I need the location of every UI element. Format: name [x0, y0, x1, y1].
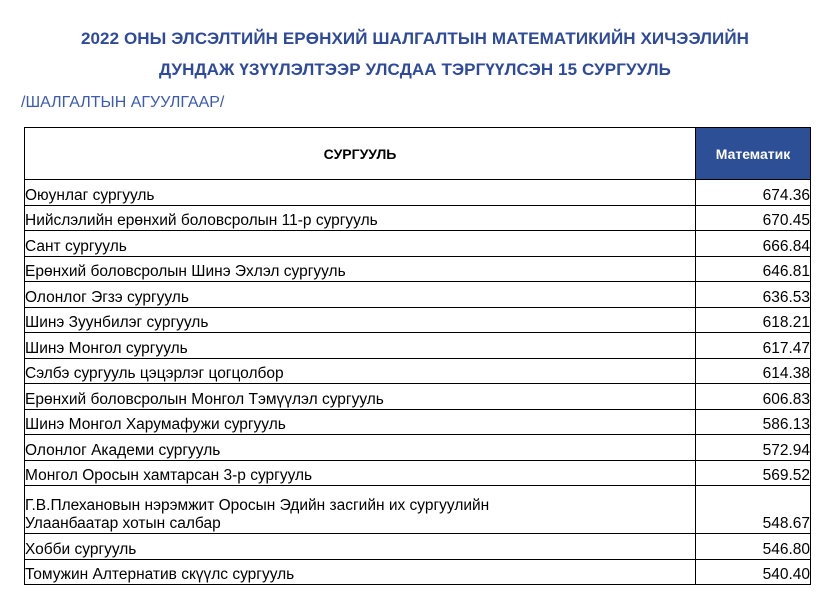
- table-row: [25, 333, 811, 359]
- math-score-cell: 586.13: [696, 409, 811, 435]
- table-row: [25, 205, 811, 231]
- math-score-cell: 666.84: [696, 231, 811, 257]
- school-name-cell: Ерөнхий боловсролын Шинэ Эхлэл сургууль: [25, 256, 696, 282]
- school-name-cell: Монгол Оросын хамтарсан 3-р сургууль: [25, 460, 696, 486]
- page-title-line-2: ДУНДАЖ ҮЗҮҮЛЭЛТЭЭР УЛСДАА ТЭРГҮҮЛСЭН 15 СУРГУУЛЬ: [158, 60, 672, 79]
- page-title-line-1: 2022 ОНЫ ЭЛСЭЛТИЙН ЕРӨНХИЙ ШАЛГАЛТЫН МАТЕМАТИКИЙН ХИЧЭЭЛИЙН: [80, 29, 750, 48]
- table-row: [25, 534, 811, 560]
- table-row: [25, 180, 811, 206]
- math-score-cell: 572.94: [696, 435, 811, 461]
- table-row: [25, 435, 811, 461]
- school-name-cell: Хобби сургууль: [25, 534, 696, 560]
- math-score-cell: 674.36: [696, 180, 811, 206]
- table-row: [25, 460, 811, 486]
- school-name-cell: Сэлбэ сургууль цэцэрлэг цогцолбор: [25, 358, 696, 384]
- math-score-cell: 670.45: [696, 205, 811, 231]
- math-score-cell: 540.40: [696, 559, 811, 585]
- table-row: [25, 559, 811, 585]
- school-name-cell: Оюунлаг сургууль: [25, 180, 696, 206]
- column-header-school: СУРГУУЛЬ: [25, 128, 696, 180]
- math-score-cell: 569.52: [696, 460, 811, 486]
- table-row: [25, 307, 811, 333]
- table-row: [25, 231, 811, 257]
- math-score-cell: 546.80: [696, 534, 811, 560]
- page-subtitle: /ШАЛГАЛТЫН АГУУЛГААР/: [21, 94, 225, 111]
- school-name-cell: Шинэ Монгол сургууль: [25, 333, 696, 359]
- table-row: [25, 282, 811, 308]
- school-name-cell: Томужин Алтернатив скүүлс сургууль: [25, 559, 696, 585]
- table-row: [25, 409, 811, 435]
- table-row: [25, 486, 811, 534]
- school-name-cell: [25, 486, 696, 534]
- math-score-cell: 548.67: [696, 486, 811, 534]
- school-name-cell: Олонлог Академи сургууль: [25, 435, 696, 461]
- school-name-cell: Шинэ Зуунбилэг сургууль: [25, 307, 696, 333]
- school-scores-table: [24, 127, 811, 585]
- school-name-cell: Сант сургууль: [25, 231, 696, 257]
- math-score-cell: 617.47: [696, 333, 811, 359]
- school-name-cell: Ерөнхий боловсролын Монгол Тэмүүлэл сургууль: [25, 384, 696, 410]
- school-name-line-2: Улаанбаатар хотын салбар: [25, 515, 221, 532]
- school-name-line-1: Г.В.Плехановын нэрэмжит Оросын Эдийн засгийн их сургуулийн: [25, 497, 490, 514]
- column-header-math: Математик: [696, 128, 811, 180]
- school-name-cell: Олонлог Эгзэ сургууль: [25, 282, 696, 308]
- table-row: [25, 384, 811, 410]
- math-score-cell: 646.81: [696, 256, 811, 282]
- math-score-cell: 606.83: [696, 384, 811, 410]
- math-score-cell: 636.53: [696, 282, 811, 308]
- math-score-cell: 614.38: [696, 358, 811, 384]
- table-header-row: [25, 128, 811, 180]
- table-row: [25, 256, 811, 282]
- school-name-cell: Шинэ Монгол Харумафужи сургууль: [25, 409, 696, 435]
- school-name-cell: Нийслэлийн ерөнхий боловсролын 11-р сургууль: [25, 205, 696, 231]
- math-score-cell: 618.21: [696, 307, 811, 333]
- table-row: [25, 358, 811, 384]
